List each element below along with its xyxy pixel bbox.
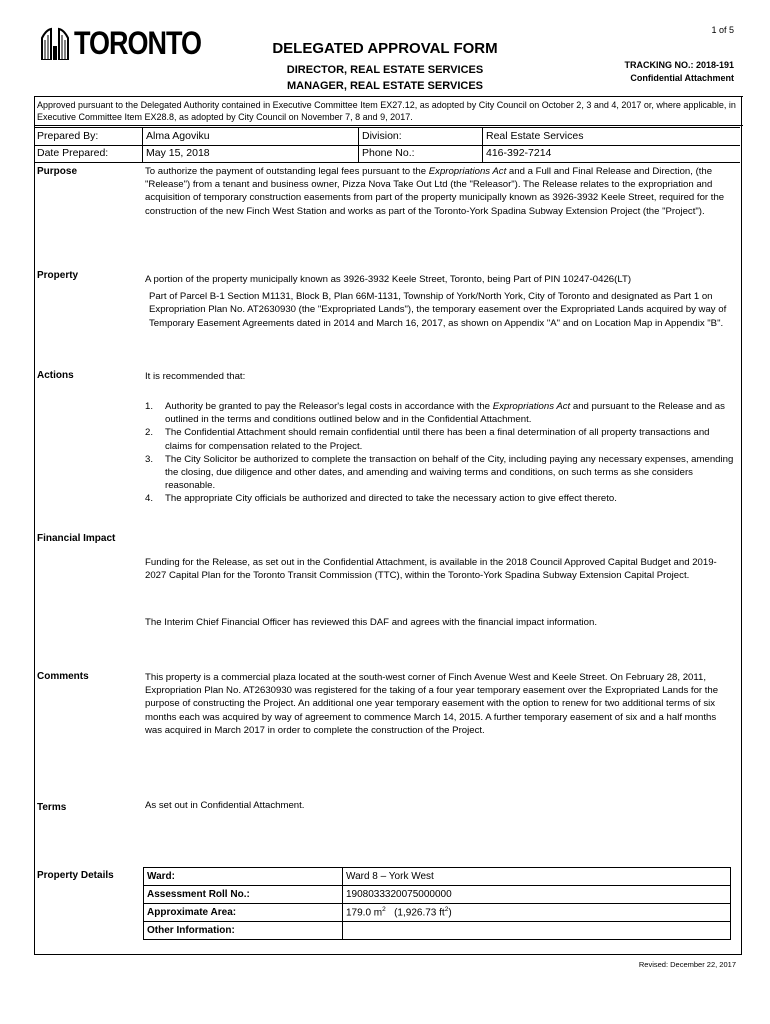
date-prepared-label: Date Prepared:	[37, 147, 109, 159]
action-text-italic: Expropriations Act	[492, 401, 571, 412]
ward-label: Ward:	[144, 868, 343, 886]
terms-label: Terms	[37, 802, 67, 813]
tracking-number: TRACKING NO.: 2018-191	[624, 60, 734, 70]
comments-label: Comments	[37, 671, 89, 682]
revised-date: Revised: December 22, 2017	[638, 960, 736, 969]
division-value: Real Estate Services	[482, 128, 740, 145]
table-row	[144, 904, 731, 922]
purpose-text-post: and a Full and Final Release and Direction, (the "Release") from a tenant and business owner, Pizza Nova Take Out Ltd (the "Releasor"). The Release relates to the expropriation and acquisition of temporary construction easements from part of the property municipally known as 3926-3932 Keele Street, required for the construction of the new Finch West Station and works as part of the Toronto-York Spadina Subway Extension Project (the "Project").	[145, 166, 725, 217]
table-row	[144, 868, 731, 886]
terms-text: As set out in Confidential Attachment.	[145, 800, 305, 811]
ward-value: Ward 8 – York West	[343, 868, 731, 886]
area-close-paren: )	[448, 907, 452, 919]
area-imperial-superscript: 2	[444, 906, 449, 914]
property-text	[145, 273, 737, 330]
action-text-post: and pursuant to the Release and as outlined in the terms and conditions outlined below and in the Confidential Attachment.	[165, 401, 725, 426]
action-text: The appropriate City officials be authorized and directed to take the necessary action to give effect thereto.	[165, 493, 617, 505]
other-information-value	[343, 922, 731, 940]
financial-impact-p1: Funding for the Release, as set out in the Confidential Attachment, is available in the 2018 Council Approved Capital Budget and 2019-2027 Capital Plan for the Toronto Transit Commission (TTC), within the Toronto-York Spadina Subway Extension Capital Project.	[145, 557, 717, 582]
approximate-area-label: Approximate Area:	[144, 904, 343, 922]
comments-text: This property is a commercial plaza located at the south-west corner of Finch Avenue West and Keele Street. On February 28, 2011, Expropriation Plan No. AT2630930 was registered for the taking of a four year temporary easement over the Expropriated Lands for the purpose of constructing the Project. An additional one year temporary easement with the option to renew for two additional terms of six months each was acquired by way of agreement to commence March 14, 2015. A further temporary easement of six and a half months was acquired in March 2017 in order to complete the construction of the Project.	[145, 672, 719, 736]
assessment-roll-value: 1908033320075000000	[343, 886, 731, 904]
area-metric: 179.0 m	[346, 907, 383, 919]
form-subtitle-director: DIRECTOR, REAL ESTATE SERVICES	[286, 64, 484, 76]
assessment-roll-label: Assessment Roll No.:	[144, 886, 343, 904]
financial-impact-p2: The Interim Chief Financial Officer has reviewed this DAF and agrees with the financial impact information.	[145, 617, 597, 628]
page-number: 1 of 5	[711, 25, 734, 35]
actions-list	[145, 400, 737, 506]
actions-label: Actions	[37, 370, 74, 381]
date-prepared-value: May 15, 2018	[142, 145, 358, 162]
phone-value: 416-392-7214	[482, 145, 740, 162]
prepared-by-value: Alma Agoviku	[142, 128, 358, 145]
action-item	[145, 400, 737, 426]
purpose-text	[145, 165, 737, 218]
form-title-block	[250, 40, 520, 94]
action-text: The City Solicitor be authorized to complete the transaction on behalf of the City, including paying any necessary expenses, amending the closing, due diligence and other dates, and amending and waiving terms and conditions, on such terms as she considers reasonable.	[165, 453, 734, 492]
other-information-label: Other Information:	[144, 922, 343, 940]
table-row	[144, 886, 731, 904]
logo-wordmark: TORONTO	[74, 25, 202, 62]
city-hall-icon	[40, 26, 70, 60]
actions-intro: It is recommended that:	[145, 371, 246, 382]
form-title: DELEGATED APPROVAL FORM	[272, 40, 498, 57]
tracking-block	[624, 59, 734, 85]
action-text: The Confidential Attachment should remain confidential until there has been a final determination of all property transactions and claims for compensation related to the Project.	[165, 427, 710, 452]
action-item	[145, 492, 737, 505]
approximate-area-value	[343, 904, 731, 922]
property-text-rest: Part of Parcel B-1 Section M1131, Block B, Plan 66M-1131, Township of York/North York, City of Toronto and designated as Part 1 on Expropriation Plan No. AT2630930 (the "Expropriated Lands"), the temporary easement over the Expropriated Lands acquired by way of Temporary Easement Agreements dated in 2014 and March 16, 2017, as shown on Appendix "A" and on Location Map in Appendix "B".	[149, 291, 727, 329]
purpose-text-italic: Expropriations Act	[428, 166, 507, 177]
property-text-line1: A portion of the property municipally known as 3926-3932 Keele Street, Toronto, being Part of PIN 10247-0426(LT)	[145, 274, 632, 285]
approval-statement: Approved pursuant to the Delegated Authority contained in Executive Committee Item EX27.12, as adopted by City Council on October 2, 3 and 4, 2017 or, where applicable, in Executive Committee Item EX28.8, as adopted by City Council on November 7, 8 and 9, 2017.	[34, 96, 743, 126]
phone-label: Phone No.:	[358, 145, 482, 162]
purpose-label: Purpose	[37, 166, 78, 177]
action-number: 1.	[145, 401, 154, 412]
form-subtitle-manager: MANAGER, REAL ESTATE SERVICES	[287, 80, 483, 92]
action-number: 4.	[145, 493, 154, 505]
area-imperial: (1,926.73 ft	[385, 907, 445, 919]
property-details-table	[143, 867, 731, 940]
prepared-by-row	[34, 127, 740, 146]
financial-impact-label: Financial Impact	[37, 533, 116, 544]
purpose-text-pre: To authorize the payment of outstanding legal fees pursuant to the	[145, 166, 429, 177]
property-details-label: Property Details	[37, 870, 114, 881]
actions-list-container	[145, 400, 737, 506]
date-prepared-row	[34, 145, 740, 163]
prepared-by-label: Prepared By:	[37, 130, 99, 142]
area-metric-superscript: 2	[382, 906, 386, 914]
table-row	[144, 922, 731, 940]
action-item	[145, 426, 737, 452]
action-item	[145, 453, 737, 493]
action-number: 2.	[145, 427, 154, 439]
confidential-attachment-note: Confidential Attachment	[630, 73, 734, 83]
property-label: Property	[37, 270, 79, 281]
form-frame	[34, 96, 742, 955]
action-number: 3.	[145, 453, 154, 465]
toronto-logo	[40, 26, 201, 60]
division-label: Division:	[358, 128, 482, 145]
action-text: Authority be granted to pay the Releasor's legal costs in accordance with the	[165, 401, 493, 412]
